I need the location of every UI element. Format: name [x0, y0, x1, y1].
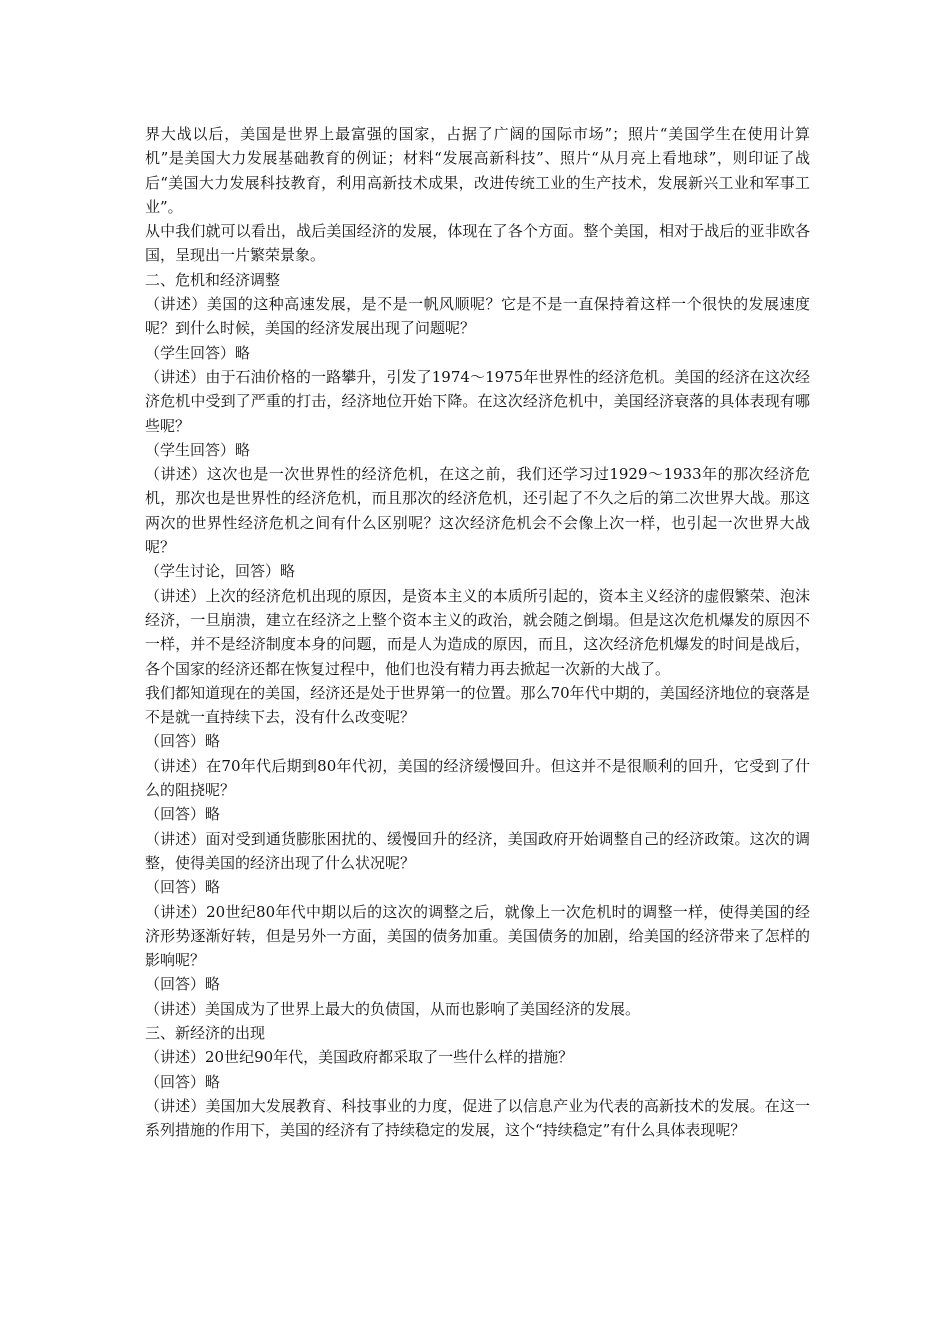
paragraph-lecture: （讲述）这次也是一次世界性的经济危机，在这之前，我们还学习过1929～1933年的那次经济危机，那次也是世界性的经济危机，而且那次的经济危机，还引起了不久之后的第二次世界大战。那这两次的世界性经济危机之间有什么区别呢？这次经济危机会不会像上次一样，也引起一次世界大战呢？ — [145, 465, 810, 557]
paragraph-lecture: （讲述）20世纪90年代，美国政府都采取了一些什么样的措施？ — [145, 1048, 574, 1067]
paragraph-answer: （学生回答）略 — [145, 440, 251, 459]
paragraph-text: 我们都知道现在的美国，经济还是处于世界第一的位置。那么70年代中期的，美国经济地位的衰落是不是就一直持续下去，没有什么改变呢？ — [145, 683, 810, 727]
section-heading-crisis: 二、危机和经济调整 — [145, 270, 281, 289]
paragraph-answer: （学生讨论，回答）略 — [145, 562, 296, 581]
paragraph-answer: （回答）略 — [145, 1072, 221, 1091]
paragraph-answer: （回答）略 — [145, 878, 221, 897]
paragraph-lecture: （讲述）20世纪80年代中期以后的这次的调整之后，就像上一次危机时的调整一样，使得美国的经济形势逐渐好转，但是另外一方面，美国的债务加重。美国债务的加剧，给美国的经济带来了怎样的影响呢？ — [145, 902, 810, 970]
paragraph-summary: 从中我们就可以看出，战后美国经济的发展，体现在了各个方面。整个美国，相对于战后的亚非欧各国，呈现出一片繁荣景象。 — [145, 222, 810, 265]
paragraph-continued-text: 界大战以后，美国是世界上最富强的国家，占据了广阔的国际市场”；照片“美国学生在使用计算机”是美国大力发展基础教育的例证；材料“发展高新科技”、照片“从月亮上看地球”，则印证了战后“美国大力发展科技教育，利用高新技术成果，改进传统工业的生产技术，发展新兴工业和军事工业”。 — [145, 125, 810, 216]
paragraph-lecture: （讲述）在70年代后期到80年代初，美国的经济缓慢回升。但这并不是很顺利的回升，它受到了什么的阻挠呢？ — [145, 756, 810, 800]
paragraph-answer: （回答）略 — [145, 732, 221, 751]
paragraph-answer: （学生回答）略 — [145, 343, 251, 362]
paragraph-lecture: （讲述）美国成为了世界上最大的负债国，从而也影响了美国经济的发展。 — [145, 999, 641, 1018]
paragraph-lecture: （讲述）美国的这种高速发展，是不是一帆风顺呢？它是不是一直保持着这样一个很快的发展速度呢？到什么时候，美国的经济发展出现了问题呢？ — [145, 295, 810, 338]
paragraph-lecture: （讲述）由于石油价格的一路攀升，引发了1974～1975年世界性的经济危机。美国的经济在这次经济危机中受到了严重的打击，经济地位开始下降。在这次经济危机中，美国经济衰落的具体表现有哪些呢？ — [145, 367, 810, 435]
paragraph-lecture: （讲述）美国加大发展教育、科技事业的力度，促进了以信息产业为代表的高新技术的发展。在这一系列措施的作用下，美国的经济有了持续稳定的发展，这个“持续稳定”有什么具体表现呢？ — [145, 1096, 810, 1140]
paragraph-lecture: （讲述）上次的经济危机出现的原因，是资本主义的本质所引起的，资本主义经济的虚假繁荣、泡沫经济，一旦崩溃，建立在经济之上整个资本主义的政治，就会随之倒塌。但是这次危机爆发的原因不一样，并不是经济制度本身的问题，而是人为造成的原因，而且，这次经济危机爆发的时间是战后，各个国家的经济还都在恢复过程中，他们也没有精力再去掀起一次新的大战了。 — [145, 586, 810, 678]
document-page — [145, 122, 810, 1142]
paragraph-answer: （回答）略 — [145, 975, 221, 994]
paragraph-lecture: （讲述）面对受到通货膨胀困扰的、缓慢回升的经济，美国政府开始调整自己的经济政策。这次的调整，使得美国的经济出现了什么状况呢？ — [145, 829, 810, 872]
section-heading-new-economy: 三、新经济的出现 — [145, 1023, 266, 1042]
paragraph-answer: （回答）略 — [145, 805, 221, 824]
